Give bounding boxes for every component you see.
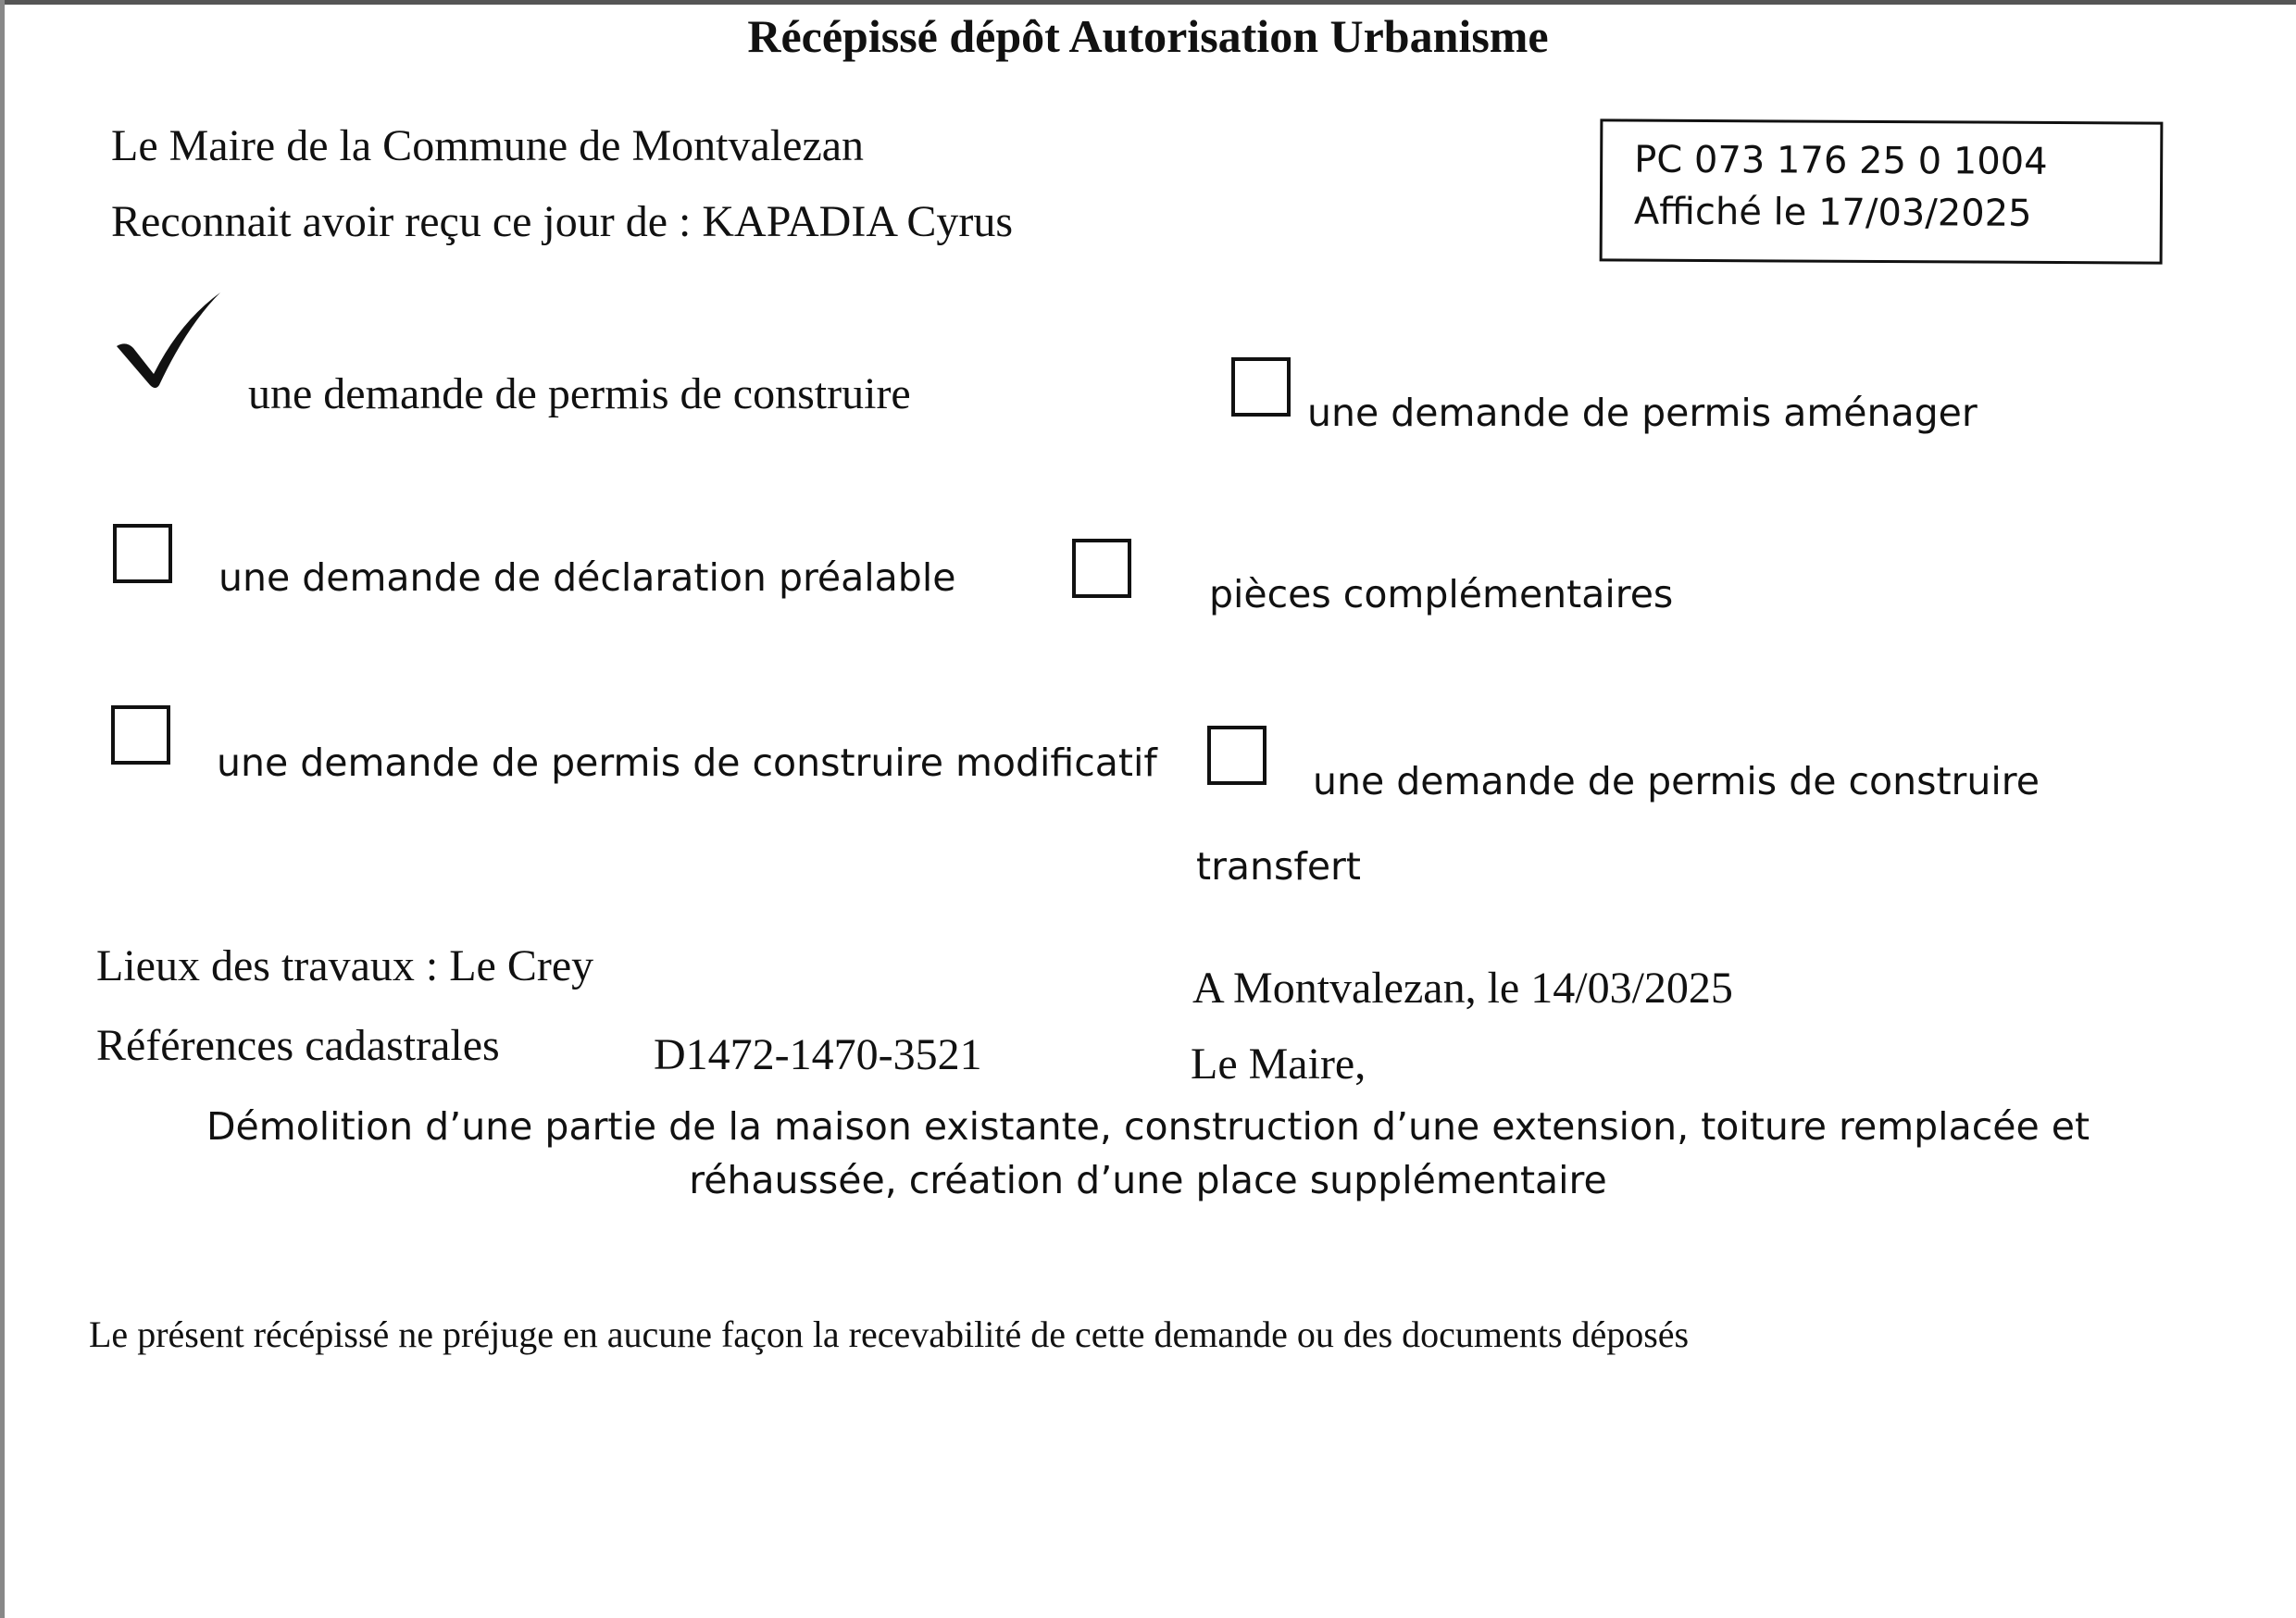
option-permis-transfert-label: une demande de permis de construire [1313, 759, 2040, 803]
checkbox-declaration-prealable[interactable] [113, 524, 172, 583]
checkmark-icon [113, 289, 224, 391]
option-permis-modificatif-label: une demande de permis de construire modificatif [217, 741, 1157, 785]
works-location: Lieux des travaux : Le Crey [96, 941, 594, 990]
option-declaration-prealable-label: une demande de déclaration préalable [218, 555, 956, 600]
checkbox-permis-amenager[interactable] [1231, 357, 1291, 417]
signatory: Le Maire, [1191, 1039, 1366, 1089]
mayor-line: Le Maire de la Commune de Montvalezan [111, 121, 865, 170]
permit-number: PC 073 176 25 0 1004 [1634, 138, 2048, 183]
received-from-line: Reconnait avoir reçu ce jour de : KAPADIA Cyrus [111, 197, 1014, 246]
posted-date: Affiché le 17/03/2025 [1633, 190, 2032, 235]
option-pieces-complementaires-label: pièces complémentaires [1209, 572, 1674, 616]
document-title: Récépissé dépôt Autorisation Urbanisme [747, 10, 1549, 62]
cadastral-label: Références cadastrales [96, 1021, 500, 1070]
place-date: A Montvalezan, le 14/03/2025 [1192, 964, 1733, 1013]
checkbox-permis-transfert[interactable] [1207, 726, 1267, 785]
option-permis-construire-label: une demande de permis de construire [248, 369, 911, 418]
disclaimer: Le présent récépissé ne préjuge en aucune façon la recevabilité de cette demande ou des documents déposés [89, 1313, 1690, 1355]
reference-box [1600, 118, 2164, 264]
checkbox-pieces-complementaires[interactable] [1072, 539, 1131, 598]
checkbox-permis-modificatif[interactable] [111, 705, 170, 765]
option-permis-transfert-label-cont: transfert [1196, 844, 1361, 889]
option-permis-amenager-label: une demande de permis aménager [1307, 391, 1978, 435]
scan-left-edge [0, 0, 5, 1618]
cadastral-value: D1472-1470-3521 [654, 1030, 982, 1079]
project-description: Démolition d’une partie de la maison existante, construction d’une extension, toiture remplacée et réhaussée, création d’une place supplémentaire [206, 1104, 2090, 1202]
scan-top-edge [0, 0, 2296, 5]
